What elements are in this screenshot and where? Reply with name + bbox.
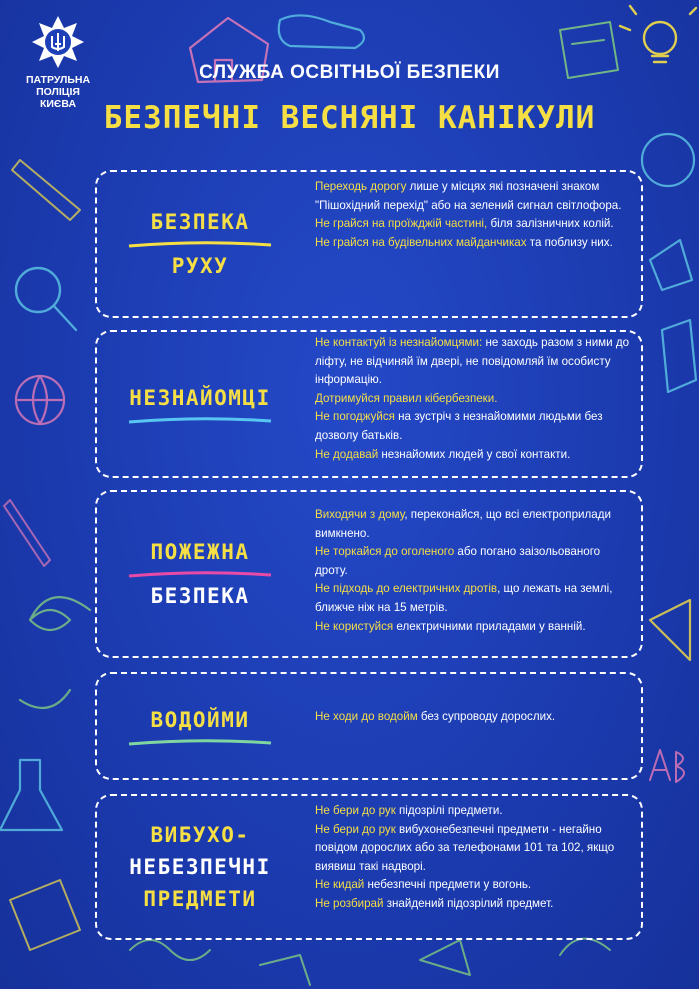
main-title: БЕЗПЕЧНІ ВЕСНЯНІ КАНІКУЛИ — [103, 100, 596, 136]
label-line: ПОЖЕЖНА — [150, 540, 250, 564]
label-line: БЕЗПЕКА — [150, 584, 250, 608]
section-card-fire — [95, 490, 643, 658]
section-text-explosives — [315, 802, 635, 914]
rule-item: Не контактуй із незнайомцями: не заходь разом з ними до ліфту, не відчиняй їм двері, не повідомляй їм особисту інформацію. — [315, 336, 630, 387]
label-line: РУХУ — [171, 254, 229, 278]
rule-item: Не бери до рук вибухонебезпечні предмети - негайно повідом дорослих або за телефонами 101 та 102, якщо виявиш такі надворі. — [315, 822, 615, 873]
bottom-doodles — [130, 939, 610, 985]
section-label-water — [105, 674, 295, 778]
magnifier-doodle — [16, 268, 76, 330]
section-text-water — [315, 708, 635, 727]
rule-item: Не погоджуйся на зустріч з незнайомими людьми без дозволу батьків. — [315, 410, 603, 442]
section-card-water — [95, 672, 643, 780]
section-text-traffic — [315, 178, 635, 252]
section-card-explosives — [95, 794, 643, 940]
pencil-doodle-left — [12, 160, 80, 220]
underline-stroke-yellow — [125, 240, 275, 250]
section-label-traffic — [105, 172, 295, 316]
underline-stroke-pink — [125, 570, 275, 580]
section-card-traffic — [95, 170, 643, 318]
rule-item: Не торкайся до оголеного або погано заізольованого дроту. — [315, 545, 601, 577]
flask-doodle — [0, 760, 62, 830]
rule-item: Виходячи з дому, переконайся, що всі електроприлади вимкнено. — [315, 508, 611, 540]
rule-item: Переходь дорогу лише у місцях які позначені знаком "Пішохідний перехід" або на зелений сигнал світлофора. — [315, 180, 622, 212]
logo-text-line1: ПАТРУЛЬНА — [25, 74, 91, 86]
section-label-explosives — [105, 796, 295, 938]
right-doodles — [642, 134, 696, 392]
abc-doodle — [650, 750, 684, 782]
label-line: НЕБЕЗПЕЧНІ — [129, 855, 271, 879]
section-card-strangers — [95, 330, 643, 478]
logo-text-line3: КИЄВА — [39, 98, 77, 110]
rule-item: Не додавай незнайомих людей у свої контакти. — [315, 447, 571, 461]
sneaker-doodle — [279, 15, 364, 48]
section-label-strangers — [105, 332, 295, 476]
label-line: БЕЗПЕКА — [150, 210, 250, 234]
rule-item: Не грайся на будівельних майданчиках та поблизу них. — [315, 235, 613, 249]
lightbulb-doodle — [620, 6, 696, 62]
rule-item: Не бери до рук підозрілі предмети. — [315, 804, 503, 817]
label-line: НЕЗНАЙОМЦІ — [129, 386, 271, 410]
label-line: ПРЕДМЕТИ — [143, 887, 257, 911]
pen-doodle — [4, 500, 50, 566]
rule-item: Не ходи до водойм без супроводу дорослих. — [315, 710, 556, 723]
section-label-fire — [105, 492, 295, 656]
triangle-doodle — [650, 600, 690, 660]
section-text-fire — [315, 506, 635, 636]
logo-text-line2: ПОЛІЦІЯ — [36, 86, 80, 98]
section-text-strangers — [315, 334, 635, 464]
globe-doodle — [16, 376, 64, 424]
rule-item: Не грайся на проїжджій частині, біля залізничних колій. — [315, 217, 614, 231]
org-title: СЛУЖБА ОСВІТНЬОЇ БЕЗПЕКИ — [199, 62, 500, 83]
underline-stroke-green — [125, 738, 275, 748]
label-line: ВОДОЙМИ — [150, 708, 250, 732]
rule-item: Не кидай небезпечні предмети у вогонь. — [315, 878, 532, 892]
swirl-doodle — [20, 597, 90, 708]
rule-item: Не підходь до електричних дротів, що лежать на землі, ближче ніж на 15 метрів. — [315, 582, 613, 614]
label-line: ВИБУХО- — [150, 823, 250, 847]
rule-item: Не користуйся електричними приладами у ванній. — [315, 619, 586, 633]
rule-item: Не розбирай знайдений підозрілий предмет. — [315, 896, 554, 910]
underline-stroke-blue — [125, 416, 275, 426]
rule-item: Дотримуйся правил кібербезпеки. — [315, 391, 498, 405]
book-doodle — [10, 880, 80, 950]
